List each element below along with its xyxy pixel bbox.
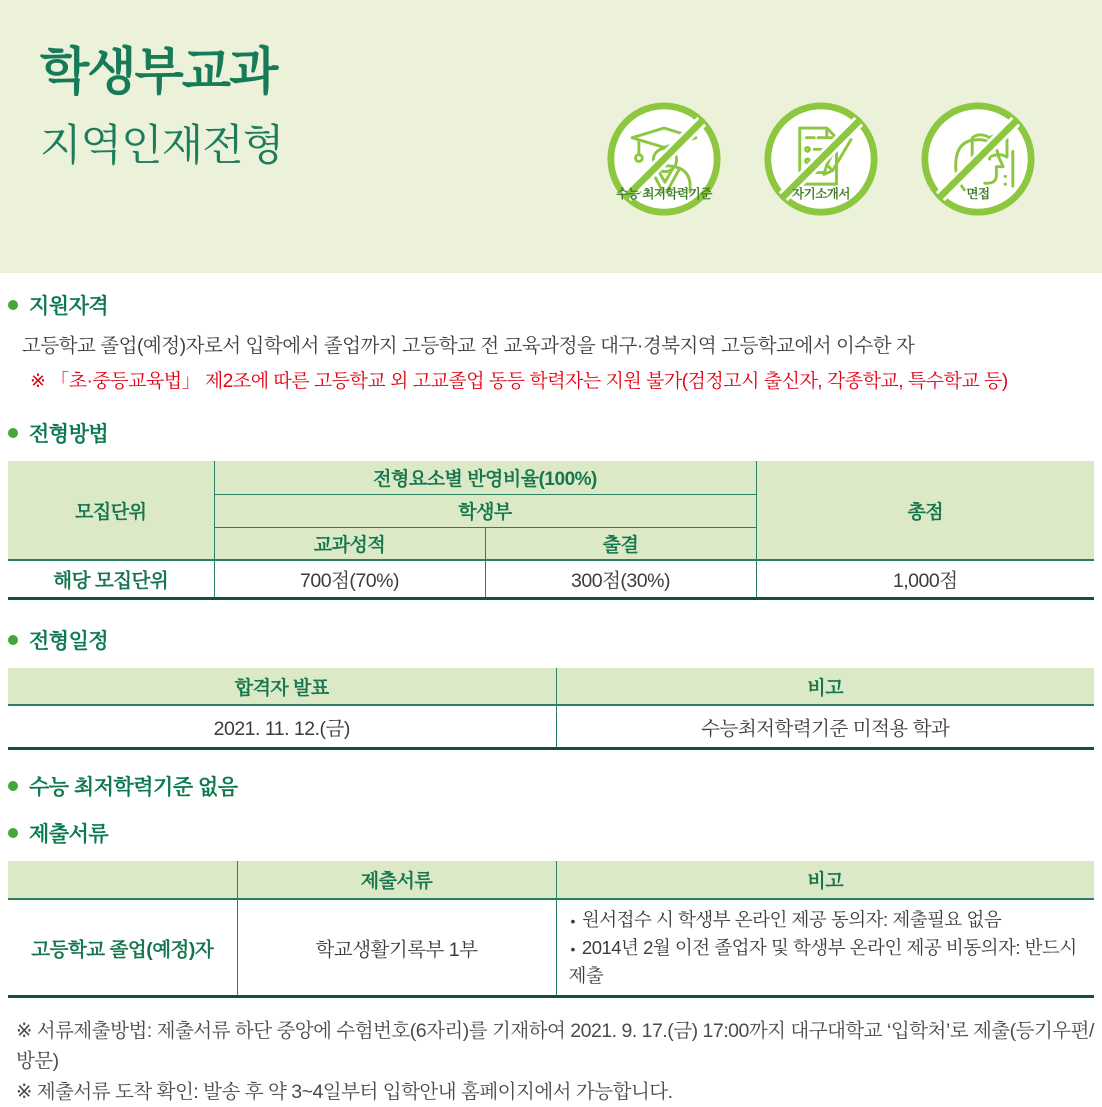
section-heading-schedule xyxy=(8,625,1094,655)
cell-announce-date: 2021. 11. 12.(금) xyxy=(8,705,556,747)
section-title: 제출서류 xyxy=(29,823,109,846)
schedule-table-wrap xyxy=(8,668,1094,750)
badge-label: 자기소개서 xyxy=(792,187,850,201)
excluded-items-badges xyxy=(606,101,1036,217)
bullet-icon xyxy=(8,781,18,791)
page-subtitle: 지역인재전형 xyxy=(40,122,284,170)
footnotes xyxy=(16,1016,1094,1107)
docs-note-line: • 원서접수 시 학생부 온라인 제공 동의자: 제출필요 없음 xyxy=(569,906,1085,934)
cell-attendance-score: 300점(30%) xyxy=(485,560,756,597)
cell-subject-score: 700점(70%) xyxy=(214,560,485,597)
badge-no-interview xyxy=(920,101,1036,217)
col-header-docs-note: 비고 xyxy=(556,861,1094,899)
section-title: 수능 최저학력기준 없음 xyxy=(29,776,238,799)
section-heading-method xyxy=(8,418,1094,448)
section-heading-qualification xyxy=(8,290,1094,320)
schedule-table xyxy=(8,668,1094,747)
col-header-attendance: 출결 xyxy=(485,527,756,560)
section-title: 전형방법 xyxy=(29,423,109,446)
cell-docs-notes xyxy=(556,899,1094,995)
col-header-docs: 제출서류 xyxy=(237,861,556,899)
qualification-warning: ※ 「초·중등교육법」 제2조에 따른 고등학교 외 고교졸업 동등 학력자는 지원 불가(검정고시 출신자, 각종학교, 특수학교 등) xyxy=(30,371,1008,392)
page-title: 학생부교과 xyxy=(40,43,277,100)
col-header-subject: 교과성적 xyxy=(214,527,485,560)
section-title: 전형일정 xyxy=(29,630,109,653)
col-header-announce: 합격자 발표 xyxy=(8,668,556,705)
badge-label: 수능 최저학력기준 xyxy=(616,187,712,201)
col-header-total: 총점 xyxy=(756,461,1094,560)
cell-total-score: 1,000점 xyxy=(756,560,1094,597)
page-content xyxy=(0,290,1102,1107)
hero-band xyxy=(0,0,1102,273)
badge-no-csat-minimum xyxy=(606,101,722,217)
badge-label: 면접 xyxy=(966,187,990,201)
documents-table xyxy=(8,861,1094,995)
table-row xyxy=(8,560,1094,597)
cell-schedule-note: 수능최저학력기준 미적용 학과 xyxy=(556,705,1094,747)
bullet-icon xyxy=(8,428,18,438)
footnote-arrival-check: ※ 제출서류 도착 확인: 발송 후 약 3~4일부터 입학안내 홈페이지에서 가능합니다. xyxy=(16,1080,673,1103)
cell-target: 고등학교 졸업(예정)자 xyxy=(8,899,237,995)
footnote-submission-method: ※ 서류제출방법: 제출서류 하단 중앙에 수험번호(6자리)를 기재하여 2021. 9. 17.(금) 17:00까지 대구대학교 ‘입학처’로 제출(등기우편/방문) xyxy=(16,1020,1094,1073)
col-header-blank xyxy=(8,861,237,899)
bullet-icon xyxy=(8,300,18,310)
col-header-ratio: 전형요소별 반영비율(100%) xyxy=(214,461,756,494)
method-table-wrap xyxy=(8,461,1094,600)
qualification-text: 고등학교 졸업(예정)자로서 입학에서 졸업까지 고등학교 전 교육과정을 대구·경북지역 고등학교에서 이수한 자 xyxy=(22,335,915,357)
docs-note-line: • 2014년 2월 이전 졸업자 및 학생부 온라인 제공 비동의자: 반드시 제출 xyxy=(569,934,1085,990)
bullet-icon xyxy=(8,828,18,838)
section-title: 지원자격 xyxy=(29,295,109,318)
section-heading-minimum xyxy=(8,771,1094,801)
cell-docs: 학교생활기록부 1부 xyxy=(237,899,556,995)
col-header-record: 학생부 xyxy=(214,494,756,527)
col-header-note: 비고 xyxy=(556,668,1094,705)
col-header-unit: 모집단위 xyxy=(8,461,214,560)
table-row xyxy=(8,705,1094,747)
method-table xyxy=(8,461,1094,597)
table-row xyxy=(8,899,1094,995)
cell-unit: 해당 모집단위 xyxy=(8,560,214,597)
bullet-icon xyxy=(8,635,18,645)
badge-no-cover-letter xyxy=(763,101,879,217)
section-heading-documents xyxy=(8,818,1094,848)
documents-table-wrap xyxy=(8,861,1094,998)
